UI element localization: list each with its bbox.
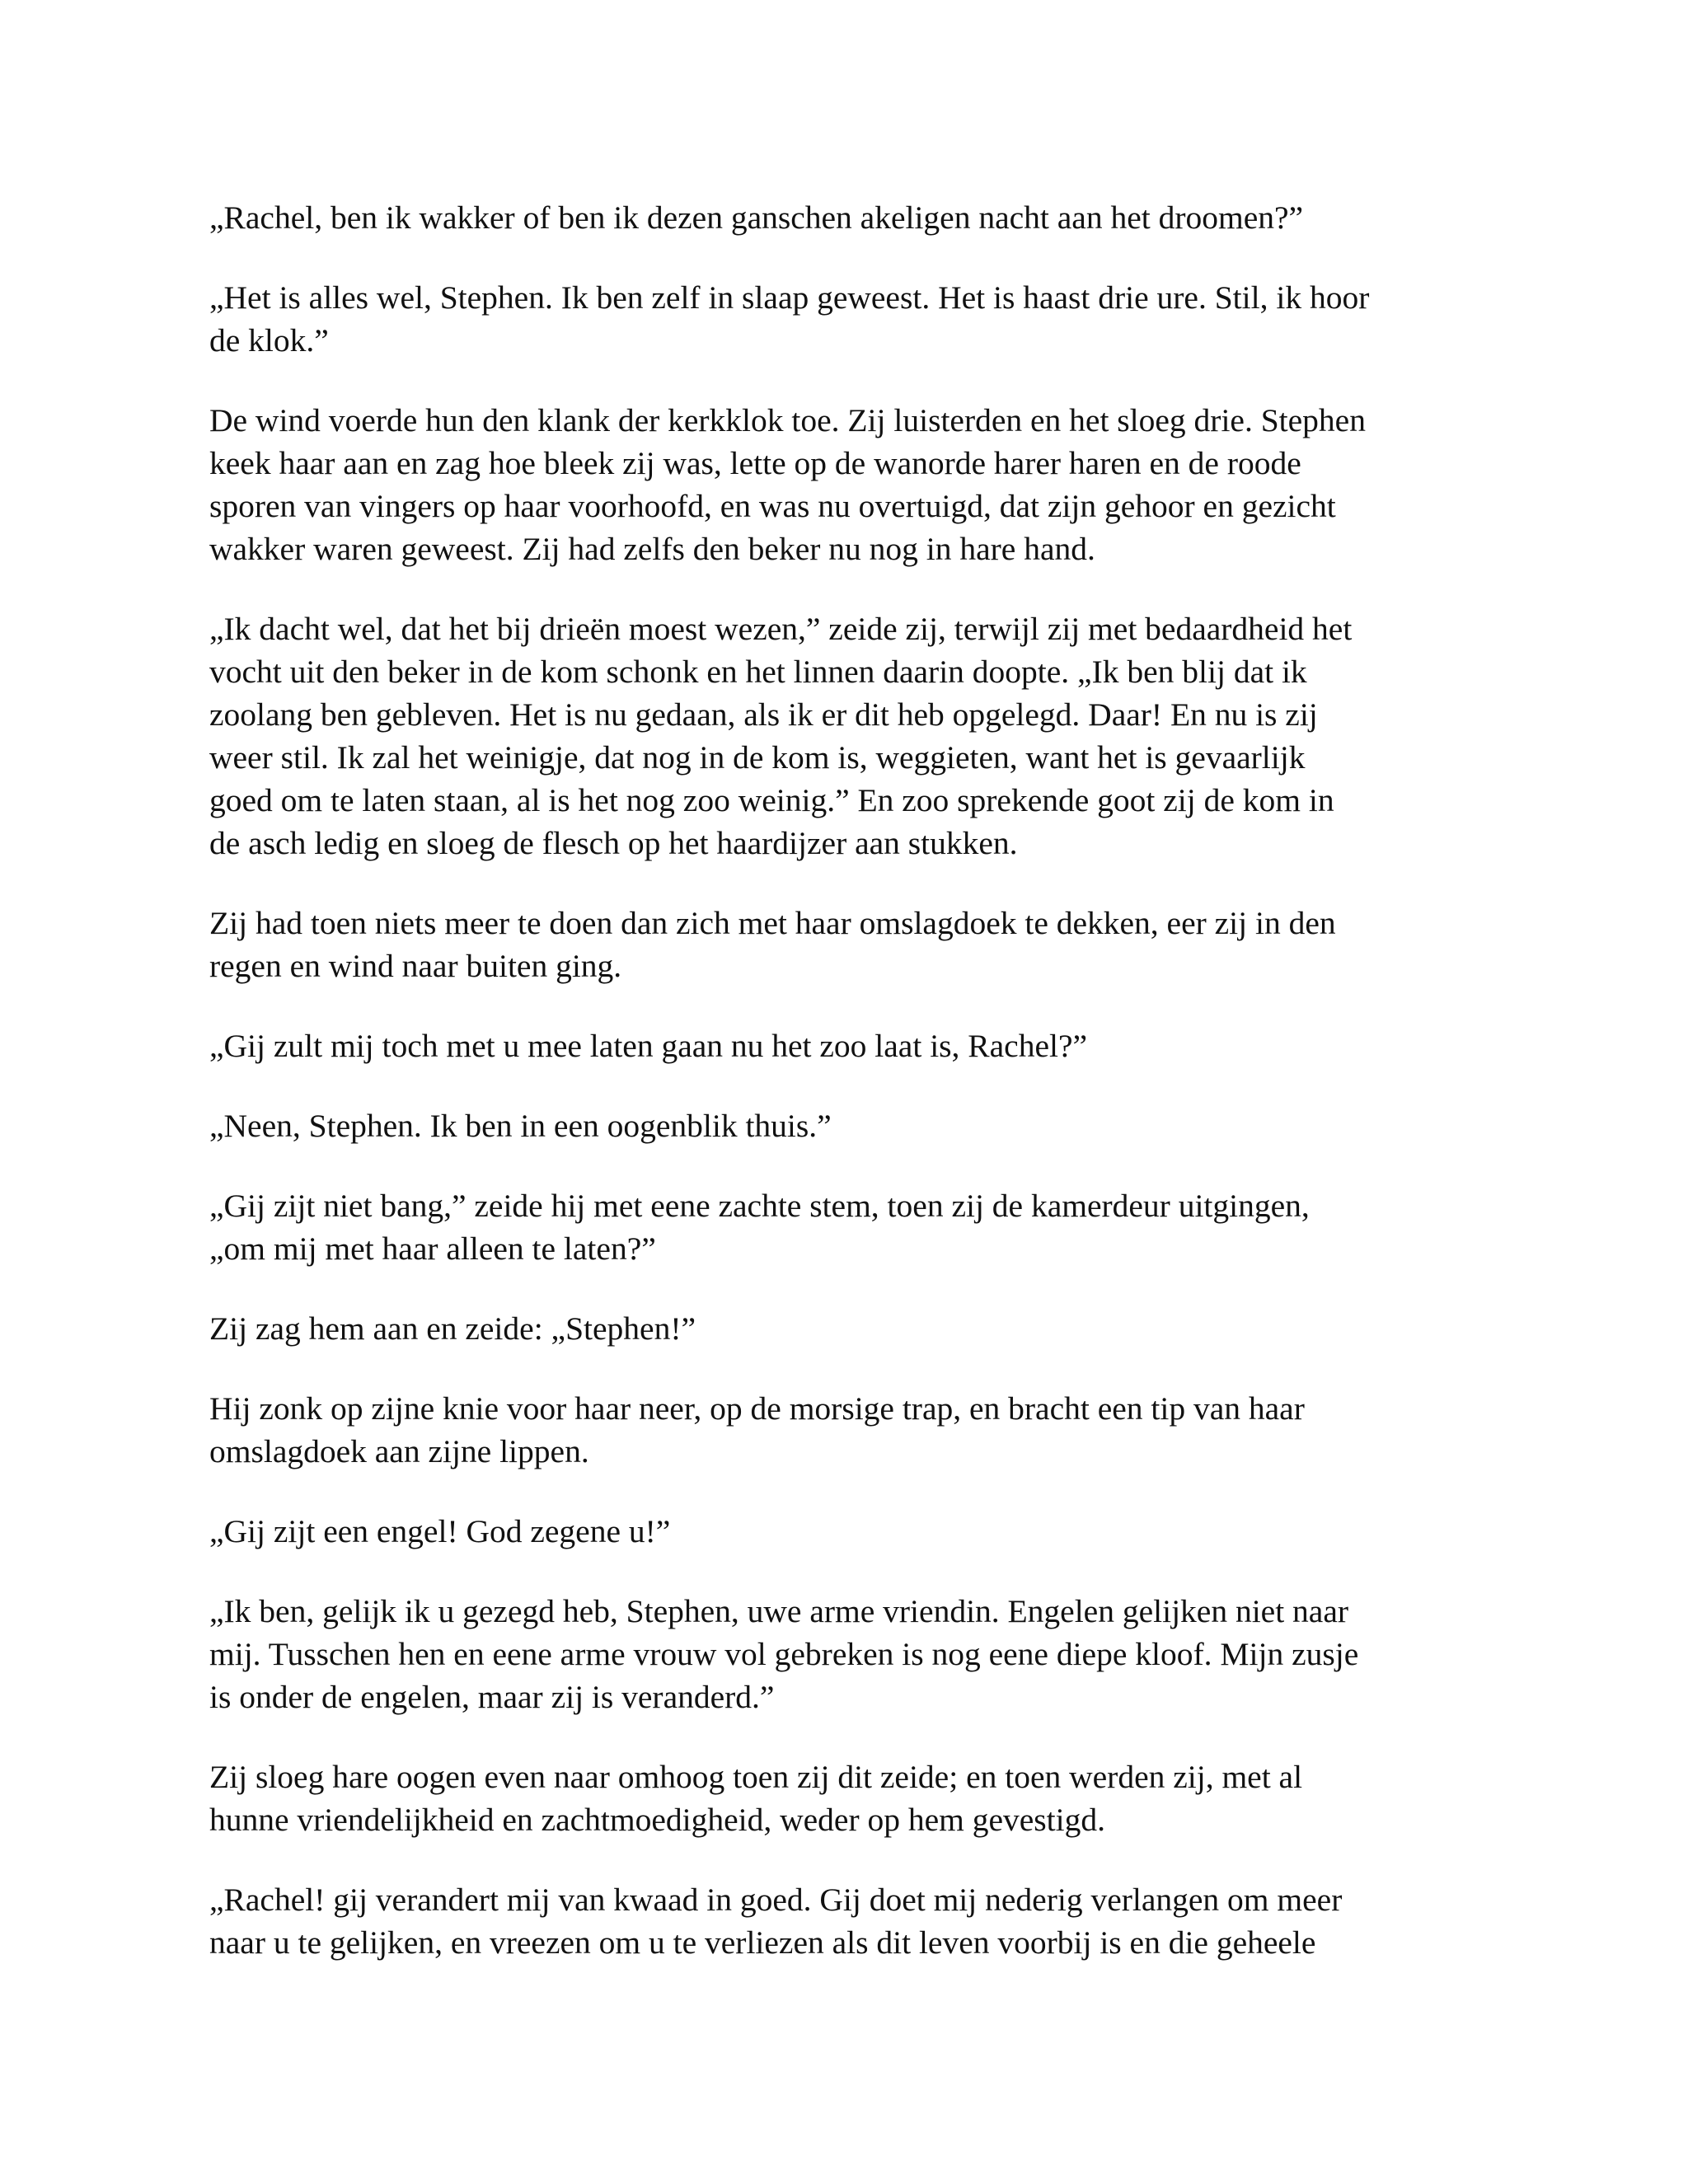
paragraph: „Gij zijt niet bang,” zeide hij met eene zachte stem, toen zij de kamerdeur uitgingen, „om mij met haar alleen te laten?” <box>209 1188 1310 1267</box>
paragraph: Zij had toen niets meer te doen dan zich met haar omslagdoek te dekken, eer zij in den regen en wind naar buiten ging. <box>209 905 1336 984</box>
paragraph: „Het is alles wel, Stephen. Ik ben zelf in slaap geweest. Het is haast drie ure. Stil, ik hoor de klok.” <box>209 279 1370 359</box>
paragraph: „Rachel! gij verandert mij van kwaad in goed. Gij doet mij nederig verlangen om meer naar u te gelijken, en vreezen om u te verliezen als dit leven voorbij is en die geheele <box>209 1882 1343 1961</box>
paragraph: „Ik dacht wel, dat het bij drieën moest wezen,” zeide zij, terwijl zij met bedaardheid het vocht uit den beker in de kom schonk en het linnen daarin doopte. „Ik ben blij dat ik zoolang ben gebleven. Het is nu gedaan, als ik er dit heb opgelegd. Daar! En nu is zij weer stil. Ik zal het weinigje, dat nog in de kom is, weggieten, want het is gevaarlijk goed om te laten staan, al is het nog zoo weinig.” En zoo sprekende goot zij de kom in de asch ledig en sloeg de flesch op het haardijzer aan stukken. <box>209 611 1353 861</box>
paragraph: „Rachel, ben ik wakker of ben ik dezen ganschen akeligen nacht aan het droomen?” <box>209 199 1304 236</box>
paragraph: Zij zag hem aan en zeide: „Stephen!” <box>209 1310 696 1347</box>
paragraph: Zij sloeg hare oogen even naar omhoog toen zij dit zeide; en toen werden zij, met al hunne vriendelijkheid en zachtmoedigheid, weder op hem gevestigd. <box>209 1759 1303 1838</box>
paragraph: „Gij zult mij toch met u mee laten gaan nu het zoo laat is, Rachel?” <box>209 1028 1088 1064</box>
body-text <box>209 196 1495 2001</box>
paragraph: „Ik ben, gelijk ik u gezegd heb, Stephen, uwe arme vriendin. Engelen gelijken niet naar mij. Tusschen hen en eene arme vrouw vol gebreken is nog eene diepe kloof. Mijn zusje is onder de engelen, maar zij is veranderd.” <box>209 1593 1359 1715</box>
paragraph: „Neen, Stephen. Ik ben in een oogenblik thuis.” <box>209 1108 832 1144</box>
paragraph: „Gij zijt een engel! God zegene u!” <box>209 1513 671 1549</box>
paragraph: De wind voerde hun den klank der kerkklok toe. Zij luisterden en het sloeg drie. Stephen keek haar aan en zag hoe bleek zij was, lette op de wanorde harer haren en de roode sporen van vingers op haar voorhoofd, en was nu overtuigd, dat zijn gehoor en gezicht wakker waren geweest. Zij had zelfs den beker nu nog in hare hand. <box>209 402 1366 567</box>
paragraph: Hij zonk op zijne knie voor haar neer, op de morsige trap, en bracht een tip van haar omslagdoek aan zijne lippen. <box>209 1390 1305 1469</box>
